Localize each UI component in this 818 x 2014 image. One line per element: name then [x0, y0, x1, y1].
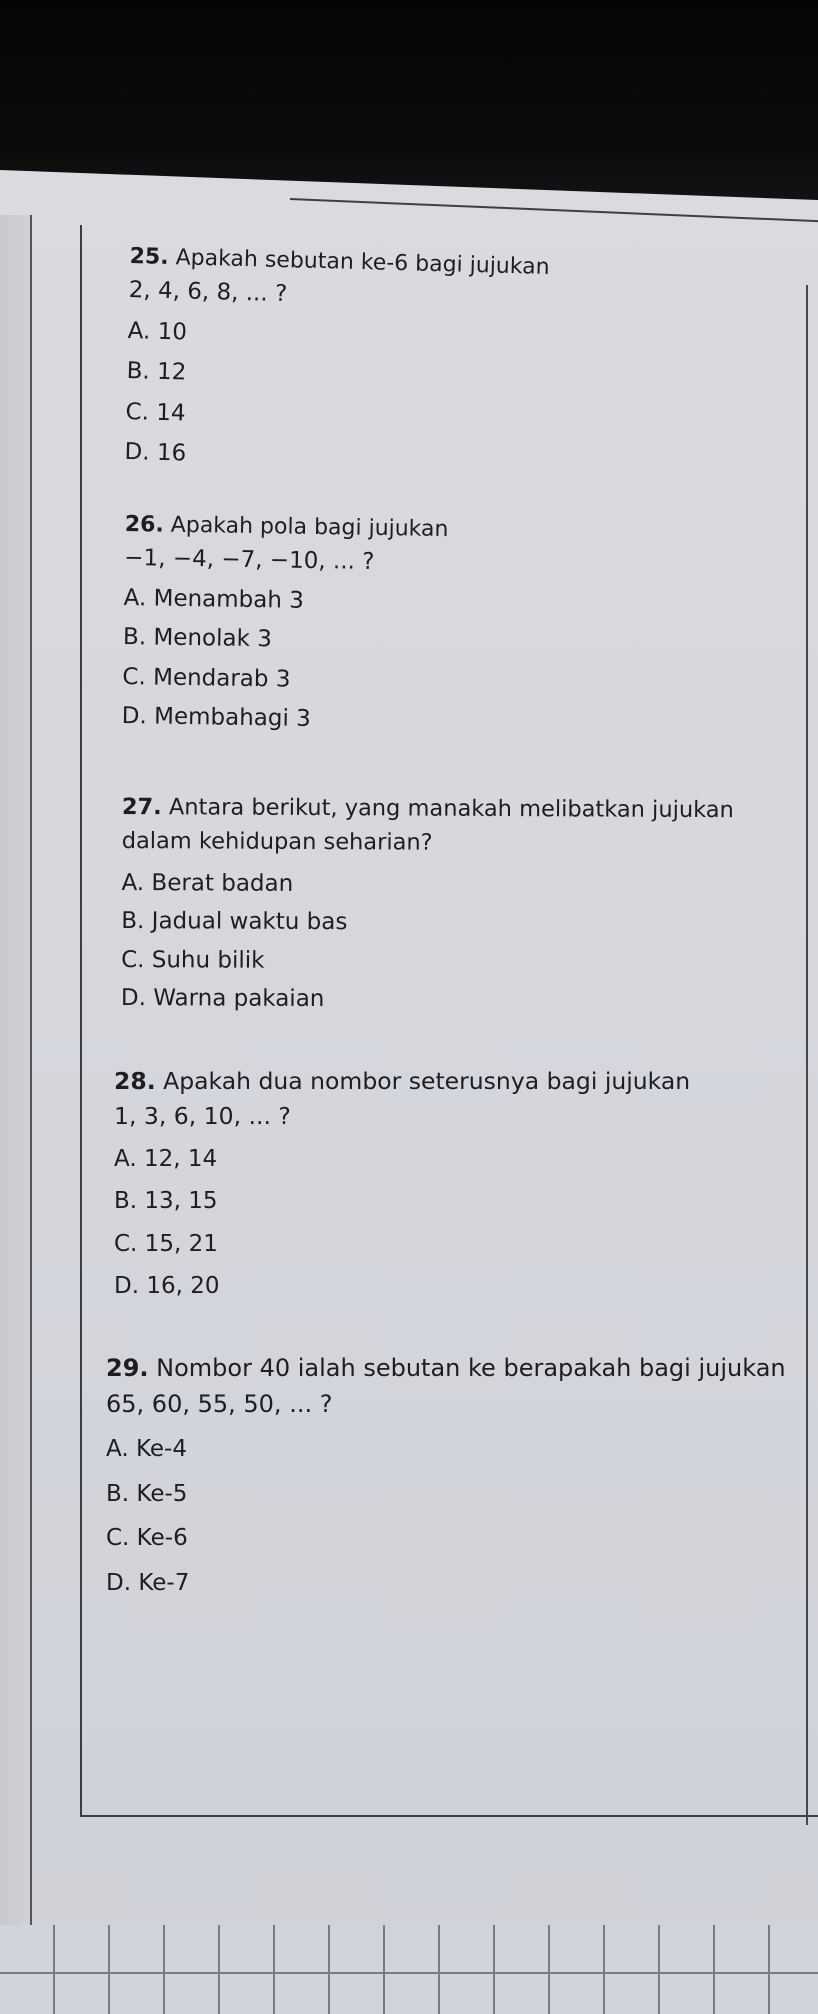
option-b[interactable]: B. Jadual waktu bas: [121, 908, 348, 936]
question-number: 29.: [106, 1354, 149, 1382]
question-text: Nombor 40 ialah sebutan ke berapakah bagi jujukan: [156, 1354, 786, 1382]
grid-paper-strip: [0, 1925, 818, 2014]
option-a[interactable]: A. Berat badan: [121, 869, 294, 897]
question-stem: [106, 1355, 786, 1383]
option-d[interactable]: D. Membahagi 3: [121, 703, 312, 732]
question-text: Apakah sebutan ke-6 bagi jujukan: [175, 245, 550, 280]
option-b[interactable]: B. 13, 15: [114, 1188, 218, 1215]
option-c[interactable]: C. Suhu bilik: [121, 946, 265, 974]
option-d[interactable]: D. 16: [124, 438, 187, 467]
question-text: Apakah dua nombor seterusnya bagi jujukan: [163, 1067, 691, 1095]
option-d[interactable]: D. Ke-7: [106, 1569, 190, 1596]
option-c[interactable]: C. Ke-6: [106, 1525, 188, 1552]
question-number: 28.: [114, 1067, 156, 1095]
question-27: [121, 790, 734, 1015]
frame-right-border: [806, 285, 808, 1825]
option-d[interactable]: D. 16, 20: [114, 1273, 220, 1300]
option-a[interactable]: A. 12, 14: [114, 1146, 218, 1173]
question-text: Antara berikut, yang manakah melibatkan jujukan: [168, 794, 734, 824]
question-29: [106, 1355, 786, 1596]
question-number: 26.: [124, 512, 164, 538]
option-b[interactable]: B. Menolak 3: [122, 624, 273, 653]
question-text-line-2: dalam kehidupan seharian?: [121, 827, 433, 856]
question-text: Apakah pola bagi jujukan: [170, 512, 449, 543]
option-c[interactable]: C. 14: [125, 398, 186, 427]
option-b[interactable]: B. Ke-5: [106, 1480, 188, 1507]
option-c[interactable]: C. 15, 21: [114, 1230, 218, 1257]
option-a[interactable]: A. Menambah 3: [123, 584, 305, 614]
sequence-text: 1, 3, 6, 10, ... ?: [114, 1102, 291, 1131]
question-stem: [114, 1068, 690, 1095]
question-stem: [125, 512, 449, 542]
option-c[interactable]: C. Mendarab 3: [122, 663, 291, 693]
sequence-text: −1, −4, −7, −10, ... ?: [124, 545, 375, 576]
question-25: [124, 244, 550, 476]
option-d[interactable]: D. Warna pakaian: [120, 985, 325, 1013]
question-28: [114, 1068, 690, 1300]
option-b[interactable]: B. 12: [126, 358, 187, 386]
question-number: 25.: [129, 244, 169, 271]
question-number: 27.: [121, 793, 162, 821]
left-paper-edge: [0, 215, 32, 1925]
option-a[interactable]: A. 10: [127, 317, 188, 346]
option-a[interactable]: A. Ke-4: [106, 1436, 187, 1463]
sequence-text: 2, 4, 6, 8, ... ?: [128, 277, 288, 308]
question-26: [122, 512, 449, 735]
question-stem: [122, 790, 734, 827]
sequence-text: 65, 60, 55, 50, ... ?: [106, 1389, 333, 1418]
